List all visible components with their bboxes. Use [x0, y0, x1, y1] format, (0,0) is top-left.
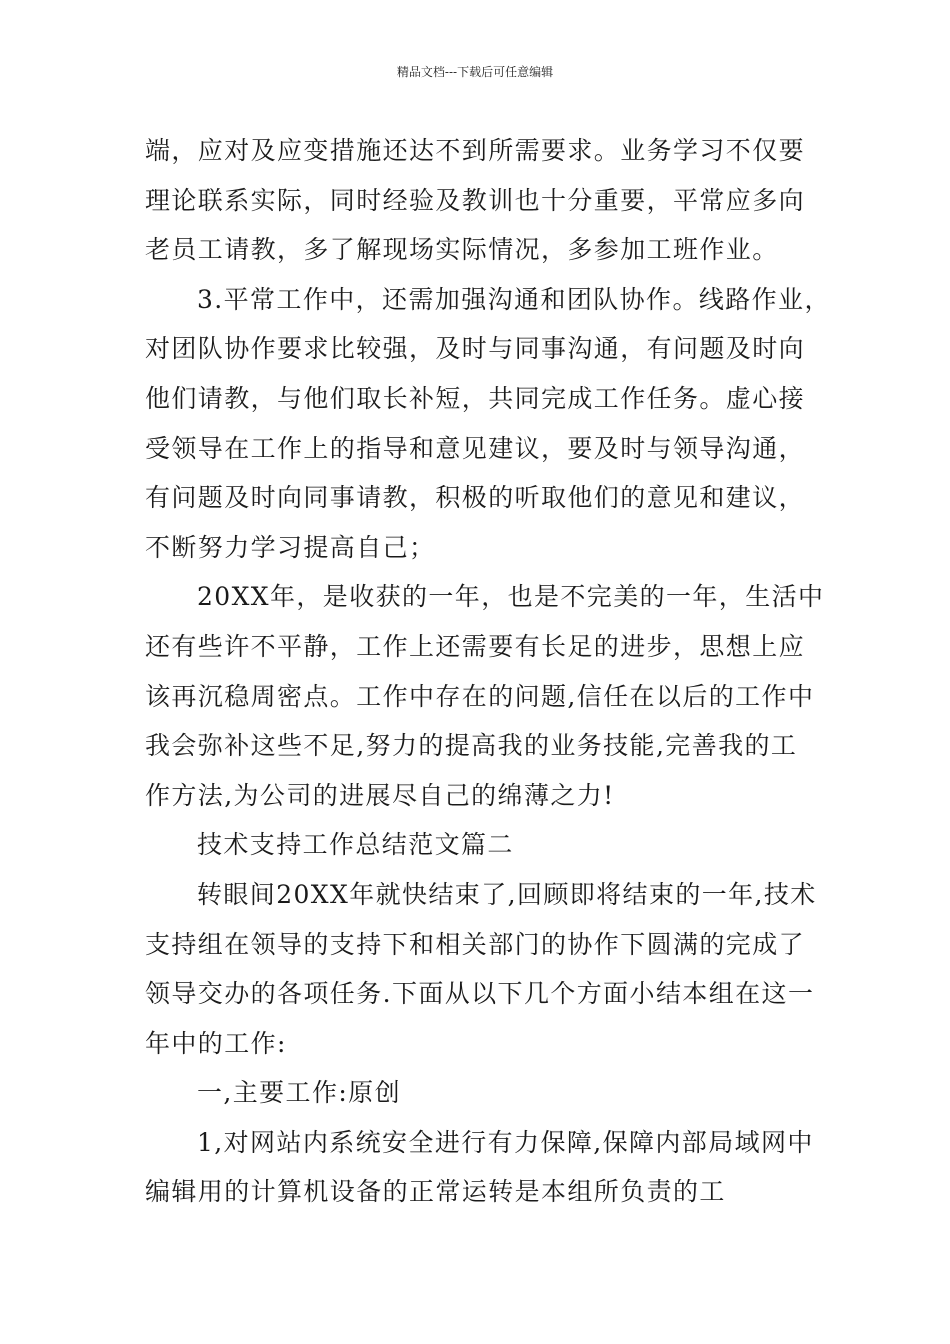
paragraph-start-line: 20XX年，是收获的一年，也是不完美的一年，生活中: [197, 582, 825, 612]
paragraph-start-line: 3.平常工作中，还需加强沟通和团队协作。线路作业，: [197, 284, 831, 314]
text-line: 作方法,为公司的进展尽自己的绵薄之力!: [145, 780, 615, 810]
text-line: 还有些许不平静，工作上还需要有长足的进步，思想上应: [145, 631, 806, 661]
text-line: 领导交办的各项任务.下面从以下几个方面小结本组在这一: [145, 979, 815, 1009]
text-line: 不断努力学习提高自己；: [145, 532, 436, 562]
page-header: 精品文档---下载后可任意编辑: [396, 65, 554, 79]
text-line: 理论联系实际，同时经验及教训也十分重要，平常应多向: [145, 185, 806, 215]
text-line: 我会弥补这些不足,努力的提高我的业务技能,完善我的工: [145, 731, 798, 761]
text-line: 他们请教，与他们取长补短，共同完成工作任务。虚心接: [145, 383, 806, 413]
document-body: [145, 126, 835, 1217]
paragraph-start-line: 转眼间20XX年就快结束了,回顾即将结束的一年,技术: [197, 879, 817, 909]
section-heading: 技术支持工作总结范文篇二: [197, 830, 514, 860]
text-line: 老员工请教，多了解现场实际情况，多参加工班作业。: [145, 235, 779, 265]
text-line: 该再沉稳周密点。工作中存在的问题,信任在以后的工作中: [145, 681, 815, 711]
text-line: 端，应对及应变措施还达不到所需要求。业务学习不仅要: [145, 136, 806, 165]
text-line: 受领导在工作上的指导和意见建议，要及时与领导沟通，: [145, 433, 806, 463]
text-line: 有问题及时向同事请教，积极的听取他们的意见和建议，: [145, 483, 806, 513]
text-line: 对团队协作要求比较强，及时与同事沟通，有问题及时向: [145, 334, 806, 364]
paragraph-start-line: 1,对网站内系统安全进行有力保障,保障内部局域网中: [197, 1127, 814, 1157]
text-line: 编辑用的计算机设备的正常运转是本组所负责的工: [145, 1177, 726, 1207]
subsection-heading: 一,主要工作:原创: [197, 1078, 401, 1108]
text-line: 支持组在领导的支持下和相关部门的协作下圆满的完成了: [145, 929, 806, 959]
text-line: 年中的工作:: [145, 1028, 287, 1058]
